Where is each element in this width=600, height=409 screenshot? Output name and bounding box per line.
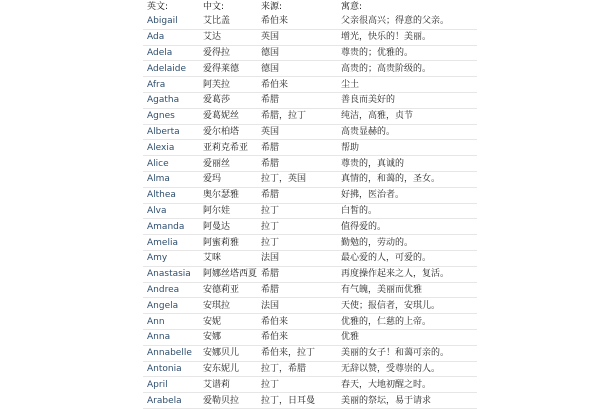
meaning-cell: 春天，大地初醒之时。 (341, 379, 432, 390)
chinese-name-cell: 爱玛 (203, 174, 222, 185)
chinese-name-cell: 阿芙拉 (203, 79, 231, 90)
table-row (143, 14, 477, 29)
english-name-cell: Abigail (147, 16, 178, 27)
english-name-cell: Angela (147, 300, 179, 311)
english-name-cell: Amanda (147, 221, 185, 232)
chinese-name-cell: 安德莉亚 (203, 284, 240, 295)
chinese-name-cell: 爱得莱德 (203, 63, 240, 74)
english-name-cell: Ada (147, 32, 165, 43)
english-name-cell: Amy (147, 253, 168, 264)
table-row (143, 171, 477, 187)
meaning-cell: 再度操作起来之人，复活。 (341, 269, 450, 280)
table-row (143, 45, 477, 61)
english-name-cell: Amelia (147, 237, 178, 248)
meaning-cell: 真情的，和蔼的，圣女。 (341, 174, 441, 185)
origin-cell: 德国 (261, 47, 280, 58)
chinese-name-cell: 安琪拉 (203, 300, 231, 311)
meaning-cell: 美丽的祭坛，易于请求 (341, 395, 432, 406)
meaning-cell: 尘土 (341, 79, 360, 90)
chinese-name-cell: 奥尔瑟雅 (203, 190, 240, 201)
english-name-cell: Althea (147, 190, 176, 201)
table-row (143, 61, 477, 77)
table-header-row (143, 0, 477, 14)
meaning-cell: 最心爱的人，可爱的。 (341, 253, 432, 264)
name-meaning-table (143, 0, 477, 409)
origin-cell: 希腊 (261, 190, 280, 201)
table-body (143, 14, 477, 408)
table-row (143, 250, 477, 266)
table-row (143, 124, 477, 140)
origin-cell: 希腊，拉丁 (261, 111, 307, 122)
meaning-cell: 优雅的，仁慈的上帝。 (341, 316, 432, 327)
english-name-cell: Agnes (147, 111, 175, 122)
meaning-cell: 帮助 (341, 142, 360, 153)
meaning-cell: 勤勉的，劳动的。 (341, 237, 414, 248)
header-chinese: 中文: (203, 2, 225, 12)
origin-cell: 希伯来 (261, 316, 289, 327)
origin-cell: 希腊 (261, 269, 280, 280)
chinese-name-cell: 安妮 (203, 316, 222, 327)
origin-cell: 希腊 (261, 158, 280, 169)
meaning-cell: 白皙的。 (341, 205, 378, 216)
meaning-cell: 增光，快乐的！美丽。 (341, 32, 432, 43)
meaning-cell: 有气魄，美丽而优雅 (341, 284, 423, 295)
chinese-name-cell: 安东妮儿 (203, 363, 240, 374)
chinese-name-cell: 阿娜丝塔西夏 (203, 269, 257, 280)
table-row (143, 187, 477, 203)
chinese-name-cell: 爱葛莎 (203, 95, 231, 106)
origin-cell: 法国 (261, 300, 280, 311)
english-name-cell: April (147, 379, 168, 390)
origin-cell: 拉丁 (261, 379, 280, 390)
chinese-name-cell: 爱丽丝 (203, 158, 231, 169)
chinese-name-cell: 阿蜜莉雅 (203, 237, 240, 248)
meaning-cell: 天使；报信者，安琪儿。 (341, 300, 441, 311)
english-name-cell: Annabelle (147, 348, 192, 359)
origin-cell: 英国 (261, 126, 280, 137)
origin-cell: 拉丁，英国 (261, 174, 307, 185)
meaning-cell: 尊贵的，真诚的 (341, 158, 405, 169)
table-row (143, 203, 477, 219)
table-row (143, 156, 477, 172)
meaning-cell: 父亲很高兴；得意的父亲。 (341, 16, 450, 27)
table-row (143, 266, 477, 282)
table-row (143, 108, 477, 124)
chinese-name-cell: 爱得拉 (203, 47, 231, 58)
table-row (143, 377, 477, 393)
origin-cell: 法国 (261, 253, 280, 264)
header-meaning: 寓意: (341, 2, 363, 12)
chinese-name-cell: 阿曼达 (203, 221, 231, 232)
origin-cell: 拉丁 (261, 221, 280, 232)
table-row (143, 361, 477, 377)
meaning-cell: 好拂，医治者。 (341, 190, 405, 201)
english-name-cell: Alexia (147, 142, 175, 153)
origin-cell: 希伯来，拉丁 (261, 348, 316, 359)
english-name-cell: Anna (147, 332, 171, 343)
table-row (143, 298, 477, 314)
english-name-cell: Antonia (147, 363, 182, 374)
origin-cell: 拉丁 (261, 237, 280, 248)
chinese-name-cell: 爱勒贝拉 (203, 395, 240, 406)
origin-cell: 希腊 (261, 95, 280, 106)
chinese-name-cell: 亚莉克希亚 (203, 142, 249, 153)
english-name-cell: Alva (147, 205, 167, 216)
english-name-cell: Ann (147, 316, 165, 327)
english-name-cell: Arabela (147, 395, 182, 406)
chinese-name-cell: 艾咪 (203, 253, 222, 264)
english-name-cell: Anastasia (147, 269, 191, 280)
table-row (143, 345, 477, 361)
meaning-cell: 高贵的；高贵阶级的。 (341, 63, 432, 74)
table-row (143, 92, 477, 108)
table-row (143, 77, 477, 93)
table-row (143, 140, 477, 156)
english-name-cell: Adela (147, 47, 173, 58)
meaning-cell: 优雅 (341, 332, 360, 343)
meaning-cell: 美丽的女子！和蔼可亲的。 (341, 348, 450, 359)
chinese-name-cell: 爱尔柏塔 (203, 126, 240, 137)
chinese-name-cell: 艾达 (203, 32, 222, 43)
header-english: 英文: (147, 2, 169, 12)
origin-cell: 英国 (261, 32, 280, 43)
chinese-name-cell: 艾比盖 (203, 16, 231, 27)
origin-cell: 希伯来 (261, 79, 289, 90)
english-name-cell: Afra (147, 79, 166, 90)
meaning-cell: 高贵显赫的。 (341, 126, 396, 137)
chinese-name-cell: 安娜贝儿 (203, 348, 240, 359)
header-source: 来源: (261, 2, 283, 12)
english-name-cell: Alma (147, 174, 170, 185)
meaning-cell: 善良而美好的 (341, 95, 396, 106)
meaning-cell: 无辞以赞，受尊崇的人。 (341, 363, 441, 374)
english-name-cell: Alice (147, 158, 169, 169)
meaning-cell: 纯洁，高雅，贞节 (341, 111, 414, 122)
chinese-name-cell: 安娜 (203, 332, 222, 343)
origin-cell: 希腊 (261, 284, 280, 295)
origin-cell: 希伯来 (261, 332, 289, 343)
table-row (143, 393, 477, 409)
origin-cell: 德国 (261, 63, 280, 74)
english-name-cell: Agatha (147, 95, 180, 106)
table-row (143, 314, 477, 330)
origin-cell: 拉丁，希腊 (261, 363, 307, 374)
table-row (143, 282, 477, 298)
chinese-name-cell: 艾谱莉 (203, 379, 231, 390)
chinese-name-cell: 爱葛妮丝 (203, 111, 240, 122)
table-row (143, 29, 477, 45)
origin-cell: 希腊 (261, 142, 280, 153)
meaning-cell: 值得爱的。 (341, 221, 387, 232)
origin-cell: 希伯来 (261, 16, 289, 27)
table-row (143, 329, 477, 345)
origin-cell: 拉丁，日耳曼 (261, 395, 316, 406)
table-row (143, 219, 477, 235)
meaning-cell: 尊贵的；优雅的。 (341, 47, 414, 58)
origin-cell: 拉丁 (261, 205, 280, 216)
table-row (143, 235, 477, 251)
english-name-cell: Alberta (147, 126, 180, 137)
english-name-cell: Andrea (147, 284, 180, 295)
english-name-cell: Adelaide (147, 63, 187, 74)
chinese-name-cell: 阿尔娃 (203, 205, 231, 216)
